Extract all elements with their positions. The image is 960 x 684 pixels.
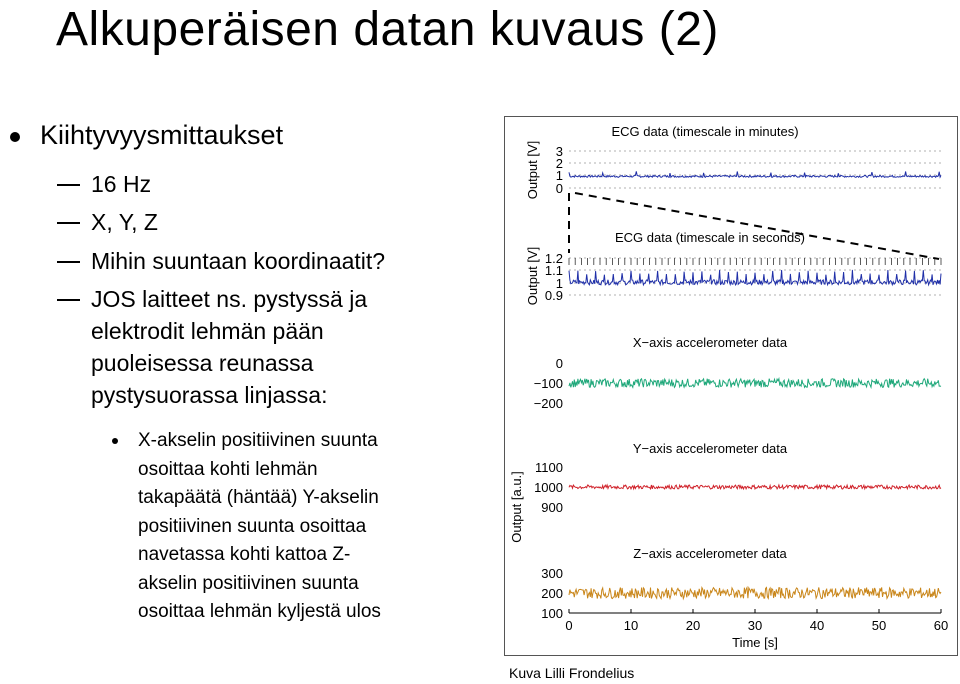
y-tick-label: 200 [541,586,563,601]
desc-line: positiivinen suunta osoittaa [138,515,367,537]
x-tick-label: 50 [871,618,887,633]
sensor-data-figure [504,116,958,656]
x-tick-label: 20 [685,618,701,633]
y-tick-label: 0 [555,181,563,196]
y-tick-label: 1 [555,168,563,183]
desc-line: osoittaa lehmän kyljestä ulos [138,601,381,622]
zoom-line-right [575,193,939,259]
chart-title: Z−axis accelerometer data [633,546,787,561]
chart-title: Y−axis accelerometer data [632,441,788,456]
series-line [569,485,941,489]
y-tick-label: 900 [541,500,563,515]
y-tick-label: 100 [541,606,563,621]
x-axis-label: Time [s] [732,635,778,650]
dash [57,299,80,301]
y-tick-label: −100 [533,376,563,391]
desc-line: akselin positiivinen suunta [138,572,359,594]
sub-bullet-text: 16 Hz [91,171,152,197]
dash [57,261,80,263]
bullet-dot [10,132,20,142]
x-tick-label: 0 [565,618,573,633]
sub-bullet-text: Mihin suuntaan koordinaatit? [91,248,386,274]
sub-sub-bullet-text [138,427,381,627]
y-tick-label: 1000 [534,480,563,495]
image-credit: Kuva Lilli Frondelius [509,665,635,681]
sub-bullet-text: X, Y, Z [91,209,158,235]
y-tick-label: 2 [555,156,563,171]
chart-title: X−axis accelerometer data [632,335,788,350]
jos-line: pystysuorassa linjassa: [91,382,328,408]
chart-title: ECG data (timescale in minutes) [611,124,799,139]
sub-bullet-text [91,283,367,411]
y-tick-label: 3 [555,144,563,159]
jos-line: puoleisessa reunassa [91,350,314,376]
y-axis-label: Output [V] [525,246,540,306]
x-tick-label: 60 [933,618,949,633]
x-tick-label: 10 [623,618,639,633]
y-tick-label: 1.1 [544,263,563,278]
jos-line: elektrodit lehmän pään [91,318,324,344]
desc-line: X-akselin positiivinen suunta [138,430,378,451]
y-axis-label: Output [a.u.] [509,471,524,543]
chart-title: ECG data (timescale in seconds) [614,230,806,245]
y-tick-label: −200 [533,396,563,411]
series-line [569,379,941,388]
sensor-charts-svg [505,117,958,656]
desc-line: navetassa kohti kattoa Z- [138,544,351,565]
y-axis-label: Output [V] [525,140,540,200]
desc-line: osoittaa kohti lehmän [138,458,318,480]
x-tick-label: 40 [809,618,825,633]
slide-title: Alkuperäisen datan kuvaus (2) [56,3,719,56]
bullet-text: Kiihtyvyysmittaukset [40,120,284,150]
y-tick-label: 1.2 [544,251,563,266]
y-tick-label: 300 [541,566,563,581]
ecg-beat-ticks [569,258,941,265]
series-line [569,587,941,598]
desc-line: takapäätä (häntää) Y-akselin [138,487,379,508]
series-line [569,171,941,177]
y-tick-label: 1 [555,276,563,291]
y-tick-label: 1100 [535,460,563,475]
bullet-dot [112,438,118,444]
jos-line: JOS laitteet ns. pystyssä ja [91,286,368,312]
y-tick-label: 0.9 [544,288,563,303]
x-tick-label: 30 [747,618,763,633]
dash [57,184,80,186]
dash [57,222,80,224]
y-tick-label: 0 [555,356,563,371]
